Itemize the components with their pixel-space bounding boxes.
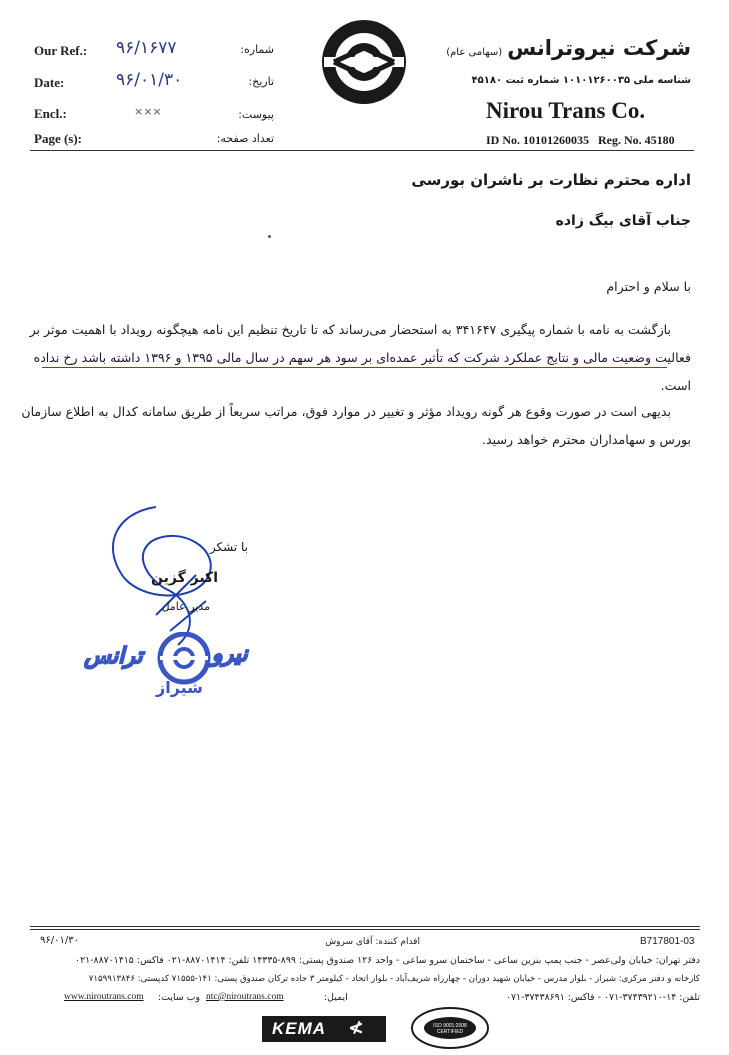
kema-mark-icon: ≮ xyxy=(348,1017,364,1039)
kema-text: KEMA xyxy=(272,1019,327,1038)
signer-title: مدیر عامل xyxy=(161,600,210,613)
footer-factory-address: کارخانه و دفتر مرکزی: شیراز - بلوار مدرس - خیابان شهید دوران - چهارراه شریف‌آباد - بلوار اتحاد - کیلومتر ۳ جاده ترکان صندوق پستی: ۱۴۱-۷۱۵۵۵ کدپستی: ۷۱۵۹۹۱۳۸۴۶ xyxy=(88,974,700,984)
paragraph-1 xyxy=(29,316,691,400)
greeting: با سلام و احترام xyxy=(606,279,691,294)
our-ref-value: ۹۶/۱۶۷۷ xyxy=(116,38,177,58)
company-stamp xyxy=(84,632,284,702)
stamp-text-1: نیرو xyxy=(212,642,248,667)
enclosure-label-fa: پیوست: xyxy=(238,108,274,121)
stamp-text-2: ترانس xyxy=(84,644,143,669)
red-underline xyxy=(42,367,667,368)
paragraph-1-line-1: بازگشت به نامه با شماره پیگیری ۳۴۱۶۴۷ به استحضار می‌رساند که تا تاریخ تنظیم این نامه هیچگونه رویداد با اهمیت موثر بر xyxy=(29,322,671,337)
footer-email-label: ایمیل: xyxy=(324,992,348,1003)
closing: با تشکر xyxy=(209,540,248,554)
company-type: (سهامی عام) xyxy=(446,47,503,58)
company-name-en: Nirou Trans Co. xyxy=(486,98,646,123)
company-name: شرکت نیروترانس xyxy=(507,36,691,60)
footer-doc-code: B717801-03 xyxy=(640,936,695,947)
kema-logo xyxy=(262,1016,386,1042)
footer-date: ۹۶/۰۱/۳۰ xyxy=(40,935,79,946)
footer-divider-2 xyxy=(30,929,700,930)
addressee: جناب آقای بیگ زاده xyxy=(555,213,691,229)
footer-email[interactable]: ntc@niroutrans.com xyxy=(206,992,284,1002)
company-ids-en: ID No. 10101260035 Reg. No. 45180 xyxy=(486,133,675,147)
pages-label-fa: تعداد صفحه: xyxy=(216,132,274,145)
company-ids-fa: شناسه ملی ۱۰۱۰۱۲۶۰۰۳۵ شماره ثبت ۴۵۱۸۰ xyxy=(471,75,691,86)
footer-divider-1 xyxy=(30,926,700,927)
company-name-fa xyxy=(446,36,691,60)
paragraph-2 xyxy=(21,398,691,454)
footer-tehran-office: دفتر تهران: خیابان ولی‌عصر - جنب پمپ بنزین ساعی - ساختمان سرو ساعی - واحد ۱۲۶ صندوق پستی: ۸۹۹-۱۴۳۳۵ تلفن: ۸۸۷۰۱۴۱۴-۰۲۱ فاکس: ۸۸۷۰۱۴۱۵-۰۲۱ xyxy=(75,955,700,966)
iso-text: ISO 9001:2008 CERTIFIED xyxy=(433,1023,467,1035)
footer-prepared-by: اقدام کننده: آقای سروش xyxy=(325,937,420,947)
signer-name: اکبر گزین xyxy=(151,570,218,586)
footer-website[interactable]: www.niroutrans.com xyxy=(64,992,144,1002)
recipient: اداره محترم نظارت بر ناشران بورسی xyxy=(411,171,691,189)
paragraph-2-line-2: بورس و سهامداران محترم خواهد رسید. xyxy=(482,432,691,447)
date-label: Date: xyxy=(34,75,65,90)
footer-website-label: وب سایت: xyxy=(158,992,201,1003)
company-logo xyxy=(320,18,408,106)
speck xyxy=(268,235,271,238)
header-divider xyxy=(30,150,694,151)
paragraph-1-line-2: فعالیت وضعیت مالی و نتایج عملکرد شرکت که تأثیر عمده‌ای بر سود هر سهم در سال مالی ۱۳۹۵ و ۱۳۹۶ داشته باشد رخ نداده xyxy=(33,350,691,365)
paragraph-2-line-1: بدیهی است در صورت وقوع هر گونه رویداد مؤثر و تغییر در موارد فوق، مراتب سریعاً از طریق سامانه کدال به اطلاع سازمان xyxy=(21,404,671,419)
stamp-city: شیراز xyxy=(156,678,203,697)
iso-badge xyxy=(410,1006,490,1050)
footer-phones: تلفن: ۱۴-۳۷۴۳۹۲۱۰-۰۷۱ - فاکس: ۳۷۴۳۸۶۹۱-۰۷۱ xyxy=(505,992,700,1003)
enclosure-value: ××× xyxy=(134,105,162,118)
footer-contact-line xyxy=(50,992,700,1008)
paragraph-1-line-3: است. xyxy=(660,378,691,393)
our-ref-label-fa: شماره: xyxy=(240,43,274,56)
date-label-fa: تاریخ: xyxy=(248,75,274,88)
pages-label: Page (s): xyxy=(34,131,83,146)
our-ref-label: Our Ref.: xyxy=(34,43,88,58)
date-value: ۹۶/۰۱/۳۰ xyxy=(116,70,183,90)
enclosure-label: Encl.: xyxy=(34,106,67,121)
